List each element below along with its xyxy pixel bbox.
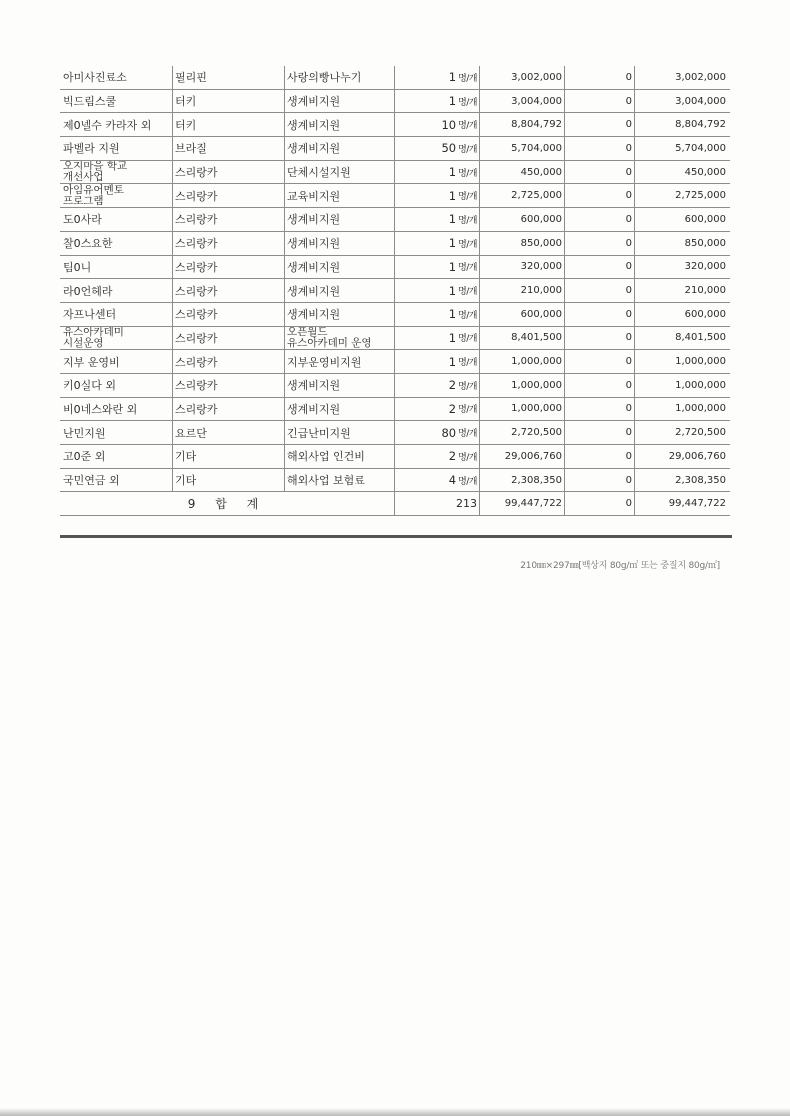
org-name-cell: 고0준 외 [63,450,106,464]
summary-count-cell: 213 [394,492,479,515]
total-amount-cell: 3,004,000 [634,90,730,113]
count-unit: 명/개 [458,121,477,132]
other-amount-cell: 0 [564,469,634,492]
count-value: 1 [448,307,457,322]
country-cell: 스리랑카 [172,350,284,373]
amount-cell: 210,000 [479,279,564,302]
count-value: 4 [448,473,457,488]
country-cell: 스리랑카 [172,208,284,231]
support-type-cell [284,327,394,350]
country-cell: 스리랑카 [172,303,284,326]
count-cell [394,232,479,255]
support-type-cell: 생계비지원 [284,398,394,421]
total-amount-cell: 600,000 [634,303,730,326]
summary-label: 9 합 계 [187,497,267,512]
org-name-cell [60,327,172,350]
count-unit: 명/개 [458,192,477,203]
support-type-cell: 사랑의빵나누기 [284,66,394,89]
total-amount-cell: 2,720,500 [634,421,730,444]
country-cell: 기타 [172,469,284,492]
table-row [60,66,730,90]
country-cell: 스리랑카 [172,232,284,255]
count-unit: 명/개 [458,287,477,298]
count-unit: 명/개 [458,358,477,369]
count-unit: 명/개 [458,263,477,274]
count-unit: 명/개 [458,381,477,392]
count-cell [394,90,479,113]
table-row [60,398,730,422]
other-amount-cell: 0 [564,374,634,397]
total-amount-cell: 29,006,760 [634,445,730,468]
summary-other-cell: 0 [564,492,634,515]
other-amount-cell: 0 [564,445,634,468]
country-cell: 스리랑카 [172,256,284,279]
country-cell: 기타 [172,445,284,468]
table-row [60,113,730,137]
count-value: 1 [448,94,457,109]
country-cell: 스리랑카 [172,184,284,207]
table-row [60,208,730,232]
amount-cell: 5,704,000 [479,137,564,160]
count-cell [394,137,479,160]
org-name-line2: 프로그램 [63,194,104,207]
support-type-cell: 생계비지원 [284,256,394,279]
amount-cell: 850,000 [479,232,564,255]
country-cell: 스리랑카 [172,161,284,184]
grant-table [60,66,730,516]
count-unit: 명/개 [458,310,477,321]
amount-cell: 2,720,500 [479,421,564,444]
org-name-line2: 개선사업 [63,171,104,184]
org-name-cell: 찰0스요한 [63,237,113,251]
org-name-cell: 국민연금 외 [63,474,120,488]
other-amount-cell: 0 [564,232,634,255]
country-cell: 스리랑카 [172,374,284,397]
other-amount-cell: 0 [564,137,634,160]
amount-cell: 3,004,000 [479,90,564,113]
summary-row [60,492,730,516]
org-name-cell: 라0언헤라 [63,284,113,298]
total-amount-cell: 1,000,000 [634,350,730,373]
org-name-cell: 자프나센터 [63,308,117,322]
org-name-cell: 파벨라 지원 [63,142,120,156]
total-amount-cell: 600,000 [634,208,730,231]
total-amount-cell: 850,000 [634,232,730,255]
count-value: 2 [448,401,457,416]
support-type-cell: 생계비지원 [284,279,394,302]
count-unit: 명/개 [458,452,477,463]
org-name-cell: 빅드림스쿨 [63,95,117,109]
amount-cell: 8,804,792 [479,113,564,136]
support-type-cell: 교육비지원 [284,184,394,207]
support-type-line2: 유스아카데미 운영 [287,336,372,349]
count-cell [394,279,479,302]
count-unit: 명/개 [458,168,477,179]
org-name-cell: 키0실다 외 [63,379,116,393]
table-row [60,137,730,161]
total-amount-cell: 320,000 [634,256,730,279]
count-value: 80 [441,425,457,440]
org-name-line1: 오지마을 학교 [63,160,128,173]
count-cell [394,303,479,326]
other-amount-cell: 0 [564,66,634,89]
amount-cell: 2,308,350 [479,469,564,492]
count-value: 1 [448,259,457,274]
total-amount-cell: 3,002,000 [634,66,730,89]
support-type-cell: 긴급난미지원 [284,421,394,444]
total-amount-cell: 1,000,000 [634,374,730,397]
support-type-cell: 생계비지원 [284,90,394,113]
table-row [60,232,730,256]
org-name-cell: 팀0니 [63,260,92,274]
amount-cell: 1,000,000 [479,374,564,397]
total-amount-cell: 8,401,500 [634,327,730,350]
other-amount-cell: 0 [564,161,634,184]
other-amount-cell: 0 [564,256,634,279]
total-amount-cell: 2,308,350 [634,469,730,492]
org-name-cell: 지부 운영비 [63,355,120,369]
support-type-cell: 생계비지원 [284,113,394,136]
other-amount-cell: 0 [564,279,634,302]
count-unit: 명/개 [458,334,477,345]
country-cell: 필리핀 [172,66,284,89]
other-amount-cell: 0 [564,208,634,231]
amount-cell: 1,000,000 [479,398,564,421]
total-amount-cell: 210,000 [634,279,730,302]
amount-cell: 600,000 [479,208,564,231]
country-cell: 스리랑카 [172,398,284,421]
org-name-line1: 아임유어멘토 [63,184,124,196]
org-name-cell: 난민지원 [63,426,106,440]
count-cell [394,445,479,468]
scan-edge-shade [0,1108,790,1116]
other-amount-cell: 0 [564,90,634,113]
country-cell: 스리랑카 [172,327,284,350]
org-name-cell [60,184,172,207]
other-amount-cell: 0 [564,113,634,136]
table-row [60,350,730,374]
country-cell: 브라질 [172,137,284,160]
count-cell [394,374,479,397]
count-value: 1 [448,165,457,180]
count-cell [394,421,479,444]
other-amount-cell: 0 [564,421,634,444]
count-value: 1 [448,70,457,85]
country-cell: 요르단 [172,421,284,444]
table-bottom-rule [60,535,732,538]
count-cell [394,350,479,373]
support-type-cell: 생계비지원 [284,137,394,160]
org-name-cell [60,161,172,184]
count-unit: 명/개 [458,215,477,226]
country-cell: 스리랑카 [172,279,284,302]
count-unit: 명/개 [458,73,477,84]
org-name-cell: 도0사라 [63,213,102,227]
summary-amount-cell: 99,447,722 [479,492,564,515]
amount-cell: 29,006,760 [479,445,564,468]
country-cell: 터키 [172,90,284,113]
table-row [60,161,730,185]
summary-total-cell: 99,447,722 [634,492,730,515]
total-amount-cell: 2,725,000 [634,184,730,207]
count-cell [394,469,479,492]
count-value: 2 [448,449,457,464]
support-type-cell: 생계비지원 [284,303,394,326]
support-type-cell: 해외사업 인건비 [284,445,394,468]
count-value: 2 [448,378,457,393]
count-cell [394,398,479,421]
support-type-cell: 생계비지원 [284,374,394,397]
table-row [60,279,730,303]
count-cell [394,327,479,350]
count-value: 50 [441,141,457,156]
other-amount-cell: 0 [564,350,634,373]
count-cell [394,184,479,207]
count-cell [394,256,479,279]
count-unit: 명/개 [458,429,477,440]
count-cell [394,208,479,231]
count-value: 1 [448,283,457,298]
amount-cell: 1,000,000 [479,350,564,373]
count-value: 1 [448,212,457,227]
total-amount-cell: 450,000 [634,161,730,184]
count-unit: 명/개 [458,239,477,250]
amount-cell: 8,401,500 [479,327,564,350]
count-value: 10 [441,117,457,132]
country-cell: 터키 [172,113,284,136]
other-amount-cell: 0 [564,327,634,350]
total-amount-cell: 5,704,000 [634,137,730,160]
other-amount-cell: 0 [564,303,634,326]
count-value: 1 [448,188,457,203]
amount-cell: 2,725,000 [479,184,564,207]
table-row [60,303,730,327]
table-row [60,421,730,445]
other-amount-cell: 0 [564,398,634,421]
count-value: 1 [448,330,457,345]
total-amount-cell: 1,000,000 [634,398,730,421]
org-name-cell: 제0넬수 카라자 외 [63,118,152,132]
org-name-cell: 아미사진료소 [63,71,127,85]
table-row [60,327,730,351]
support-type-cell: 해외사업 보험료 [284,469,394,492]
other-amount-cell: 0 [564,184,634,207]
support-type-cell: 생계비지원 [284,208,394,231]
amount-cell: 600,000 [479,303,564,326]
table-row [60,90,730,114]
count-cell [394,66,479,89]
org-name-line1: 유스아카데미 [63,326,124,338]
support-type-cell: 생계비지원 [284,232,394,255]
count-value: 1 [448,354,457,369]
support-type-cell: 지부운영비지원 [284,350,394,373]
count-unit: 명/개 [458,97,477,108]
table-row [60,374,730,398]
amount-cell: 3,002,000 [479,66,564,89]
support-type-cell: 단체시설지원 [284,161,394,184]
amount-cell: 320,000 [479,256,564,279]
count-cell [394,113,479,136]
support-type-line1: 오픈월드 [287,326,328,338]
count-unit: 명/개 [458,405,477,416]
table-row [60,469,730,493]
count-cell [394,161,479,184]
count-unit: 명/개 [458,476,477,487]
count-unit: 명/개 [458,144,477,155]
org-name-line2: 시설운영 [63,336,104,349]
table-row [60,445,730,469]
table-row [60,256,730,280]
paper-spec-note: 210㎜×297㎜[백상지 80g/㎡ 또는 중질지 80g/㎡] [520,561,720,571]
amount-cell: 450,000 [479,161,564,184]
org-name-cell: 비0네스와란 외 [63,402,138,416]
table-row [60,184,730,208]
total-amount-cell: 8,804,792 [634,113,730,136]
count-value: 1 [448,236,457,251]
